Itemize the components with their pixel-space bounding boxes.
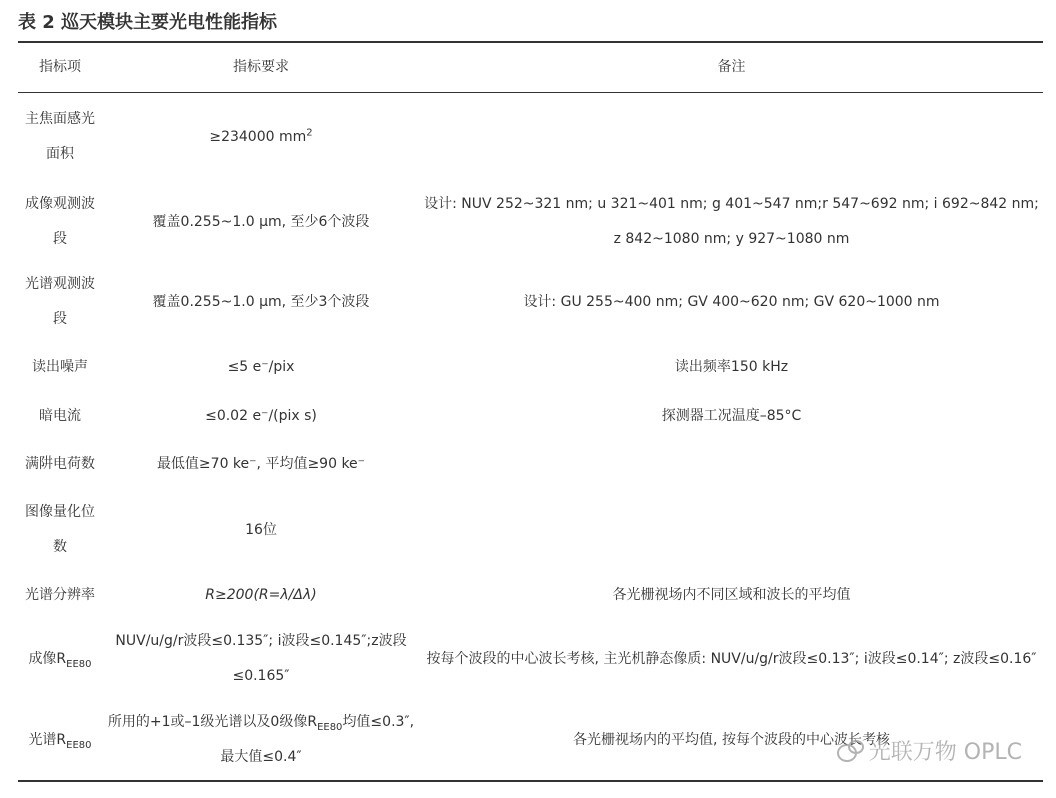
table-row bbox=[18, 572, 1043, 618]
table-row bbox=[18, 92, 1043, 182]
row-note: 各光栅视场内不同区域和波长的平均值 bbox=[612, 586, 851, 603]
row-requirement: 覆盖0.255~1.0 μm, 至少6个波段 bbox=[152, 213, 370, 230]
wechat-logo-icon bbox=[837, 740, 863, 762]
row-requirement: ≤5 e⁻/pix bbox=[227, 358, 295, 375]
row-note bbox=[420, 440, 1043, 488]
watermark-text: 光联万物 OPLC bbox=[868, 740, 1022, 765]
row-requirement: 所用的+1或–1级光谱以及0级像$R_{EE80}$均值≤0.3″, 最大值≤0.4″ bbox=[107, 714, 415, 765]
row-item: 主焦面感光面积 bbox=[25, 111, 95, 162]
row-note: 读出频率150 kHz bbox=[674, 358, 789, 375]
row-item: 光谱分辨率 bbox=[25, 586, 95, 603]
row-requirement: ≤0.02 e⁻/(pix s) bbox=[205, 407, 317, 424]
row-item: 成像观测波段 bbox=[25, 196, 95, 247]
table-row bbox=[18, 488, 1043, 572]
row-item: 光谱观测波段 bbox=[25, 276, 95, 327]
row-item: 读出噪声 bbox=[32, 358, 88, 375]
table-row bbox=[18, 618, 1043, 700]
table-row bbox=[18, 182, 1043, 262]
row-requirement: 16位 bbox=[245, 521, 277, 538]
row-requirement: 最低值≥70 ke⁻, 平均值≥90 ke⁻ bbox=[156, 455, 366, 472]
row-item: 光谱$R_{EE80}$ bbox=[28, 731, 92, 751]
bottom-rule bbox=[18, 780, 1043, 782]
watermark bbox=[837, 735, 1022, 766]
header-requirement: 指标要求 bbox=[233, 59, 289, 75]
row-item: 图像量化位数 bbox=[25, 504, 95, 555]
spec-table bbox=[18, 43, 1043, 780]
table-title: 表 2 巡天模块主要光电性能指标 bbox=[18, 12, 278, 33]
row-requirement: 覆盖0.255~1.0 μm, 至少3个波段 bbox=[152, 293, 370, 310]
row-requirement: ≥234000 $mm^2$ bbox=[209, 126, 313, 145]
row-note bbox=[420, 92, 1043, 182]
table-row bbox=[18, 440, 1043, 488]
header-note: 备注 bbox=[717, 59, 746, 75]
row-item: 成像$R_{EE80}$ bbox=[28, 650, 92, 670]
table-row bbox=[18, 392, 1043, 440]
table-header-row bbox=[18, 43, 1043, 92]
row-note: 各光栅视场内的平均值, 按每个波段的中心波长考核 bbox=[573, 731, 890, 748]
row-item: 满阱电荷数 bbox=[25, 455, 95, 472]
table-row bbox=[18, 342, 1043, 392]
header-item: 指标项 bbox=[39, 59, 81, 75]
row-note: 设计: GU 255~400 nm; GV 400~620 nm; GV 620~1000 nm bbox=[523, 293, 940, 310]
row-note bbox=[420, 488, 1043, 572]
row-note: 按每个波段的中心波长考核, 主光机静态像质: NUV/u/g/r波段≤0.13″; i波段≤0.14″; z波段≤0.16″ bbox=[426, 650, 1037, 667]
row-item: 暗电流 bbox=[39, 407, 81, 424]
row-note: 探测器工况温度–85°C bbox=[661, 407, 802, 424]
row-note: 设计: NUV 252~321 nm; u 321~401 nm; g 401~547 nm;r 547~692 nm; i 692~842 nm; z 842~1080 nm; y 927~1080 nm bbox=[424, 196, 1039, 247]
row-requirement: NUV/u/g/r波段≤0.135″; i波段≤0.145″;z波段≤0.165″ bbox=[115, 633, 407, 684]
table-row bbox=[18, 262, 1043, 342]
row-requirement: R≥200(R=λ/Δλ) bbox=[205, 586, 317, 603]
